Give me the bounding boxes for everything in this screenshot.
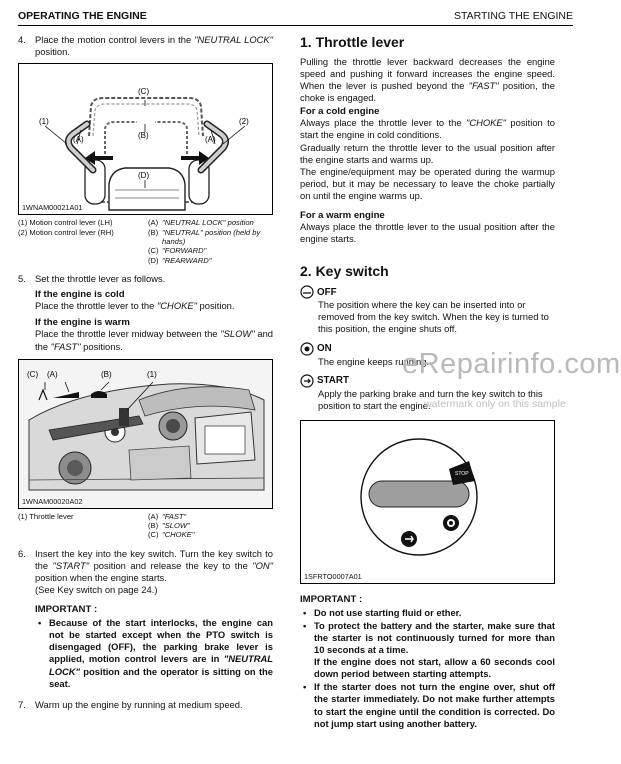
label-d: (D) <box>138 171 150 181</box>
throttle-lever-figure <box>18 359 273 509</box>
cold-engine-heading: If the engine is cold <box>35 289 125 301</box>
warm-engine-heading: If the engine is warm <box>35 317 130 329</box>
cold-engine-text-2: Gradually return the throttle lever to the usual position after the engine starts and warms up. <box>300 141 555 165</box>
label-b: (B) <box>138 131 149 141</box>
step-number: 5. <box>18 273 26 285</box>
step-5 <box>18 273 273 352</box>
key-switch-heading: 2. Key switch <box>300 263 389 280</box>
list-item: • If the starter does not turn the engine over, shut off the starter immediately. Do not make further attempts to start the engine until the condition is corrected. Do not jump start using another battery. <box>300 681 555 729</box>
label-a-right: (A) <box>205 135 216 145</box>
important-list <box>300 607 555 730</box>
label-a: (A) <box>47 369 58 379</box>
page-header <box>18 6 573 26</box>
motion-control-diagram <box>19 64 272 214</box>
figure-id: 1WNAM00020A02 <box>22 496 83 506</box>
cold-engine-block <box>35 289 273 352</box>
figure-captions-2: (1) Throttle lever (A) "FAST" (B) "SLOW" (C) "CHOKE" <box>18 511 195 540</box>
off-text: The position where the key can be inserted into or removed from the key switch. When the key is turned to this position, the engine shuts off. <box>318 299 549 335</box>
list-item: • To protect the battery and the starter, make sure that the starter is not continuously turned for more than 10 seconds at a time. If the engine does not start, allow a 60 seconds cool down period between starting attempts. <box>300 620 555 680</box>
label-1: (1) <box>147 369 157 379</box>
on-heading: ON <box>300 342 555 356</box>
step-number: 6. <box>18 547 26 559</box>
on-icon <box>300 342 314 356</box>
step-text: Set the throttle lever as follows. <box>35 273 166 285</box>
section-title: OPERATING THE ENGINE <box>18 10 147 22</box>
warm-engine-heading: For a warm engine <box>300 210 385 222</box>
important-heading: IMPORTANT : <box>35 604 98 616</box>
step-text: Warm up the engine by running at medium speed. <box>35 698 243 710</box>
label-2: (2) <box>239 117 249 127</box>
cold-engine-heading: For a cold engine <box>300 106 380 118</box>
label-c: (C) <box>27 369 39 379</box>
list-item: • Do not use starting fluid or ether. <box>300 607 555 619</box>
off-icon <box>300 285 314 299</box>
label-1: (1) <box>39 117 49 127</box>
list-item: • Because of the start interlocks, the engine can not be started except when the PTO switch is disengaged (OFF), the parking brake lever is applied, motion control levers are in "NEUTRAL LOCK" position and the operator is sitting on the seat. <box>35 617 273 690</box>
step-4 <box>18 34 273 58</box>
key-switch-diagram <box>301 421 554 583</box>
label-c: (C) <box>138 87 150 97</box>
watermark: eRepairinfo.com <box>402 348 621 380</box>
throttle-lever-diagram <box>19 360 272 508</box>
label-b: (B) <box>101 369 112 379</box>
key-switch-figure <box>300 420 555 584</box>
step-number: 7. <box>18 698 26 710</box>
right-column <box>300 34 555 731</box>
start-text: Apply the parking brake and turn the key switch to this position to start the engine. <box>318 387 543 411</box>
subsection-title: STARTING THE ENGINE <box>453 10 573 22</box>
cold-engine-text-3: The engine/equipment may be operated during the warmup period, but it may be necessary to leave the choke partially on until the engine warms up. <box>300 165 555 201</box>
off-heading: OFF <box>300 285 555 299</box>
throttle-lever-text: Pulling the throttle lever backward decreases the engine speed and pushing it forward increases the engine speed. When the lever is pushed beyond the "FAST" position, the choke is engaged. <box>300 56 555 104</box>
step-number: 4. <box>18 34 26 45</box>
step-text: Place the motion control levers in the "NEUTRAL LOCK" position. <box>35 34 273 58</box>
stop-label: STOP <box>455 470 469 477</box>
step-7 <box>18 699 273 711</box>
important-list <box>35 617 273 690</box>
cold-engine-text-1: Always place the throttle lever to the "CHOKE" position to start the engine in cold conditions. <box>300 117 555 141</box>
cold-engine-text: Place the throttle lever to the "CHOKE" position. <box>35 300 235 312</box>
throttle-lever-heading: 1. Throttle lever <box>300 34 405 50</box>
important-heading: IMPORTANT : <box>300 593 363 605</box>
figure-id: 1SFRTO0007A01 <box>304 571 362 581</box>
label-a-left: (A) <box>73 135 84 145</box>
step-text: Insert the key into the key switch. Turn the key switch to the "START" position and release the key to the "ON" position when the engine starts. <box>35 547 274 583</box>
on-text: The engine keeps running. <box>318 355 430 367</box>
left-column <box>18 34 273 716</box>
start-icon <box>300 374 314 388</box>
page-reference: (See Key switch on page 24.) <box>35 584 158 596</box>
figure-id: 1WNAM00021A01 <box>22 203 83 213</box>
warm-engine-text: Always place the throttle lever to the usual position after the engine starts. <box>300 221 555 245</box>
start-heading: START <box>300 374 555 388</box>
watermark-note: watermark only on this sample <box>424 398 566 410</box>
step-6 <box>18 548 273 690</box>
warm-engine-text: Place the throttle lever midway between the "SLOW" and the "FAST" positions. <box>35 328 274 352</box>
figure-captions: (1) Motion control lever (LH) (A) "NEUTRAL LOCK" position (2) Motion control lever (RH) (B) "NEUTRAL" position (held by hands) (C) "FORWARD" (D) "REARWARD" <box>18 218 261 265</box>
motion-control-figure <box>18 63 273 215</box>
